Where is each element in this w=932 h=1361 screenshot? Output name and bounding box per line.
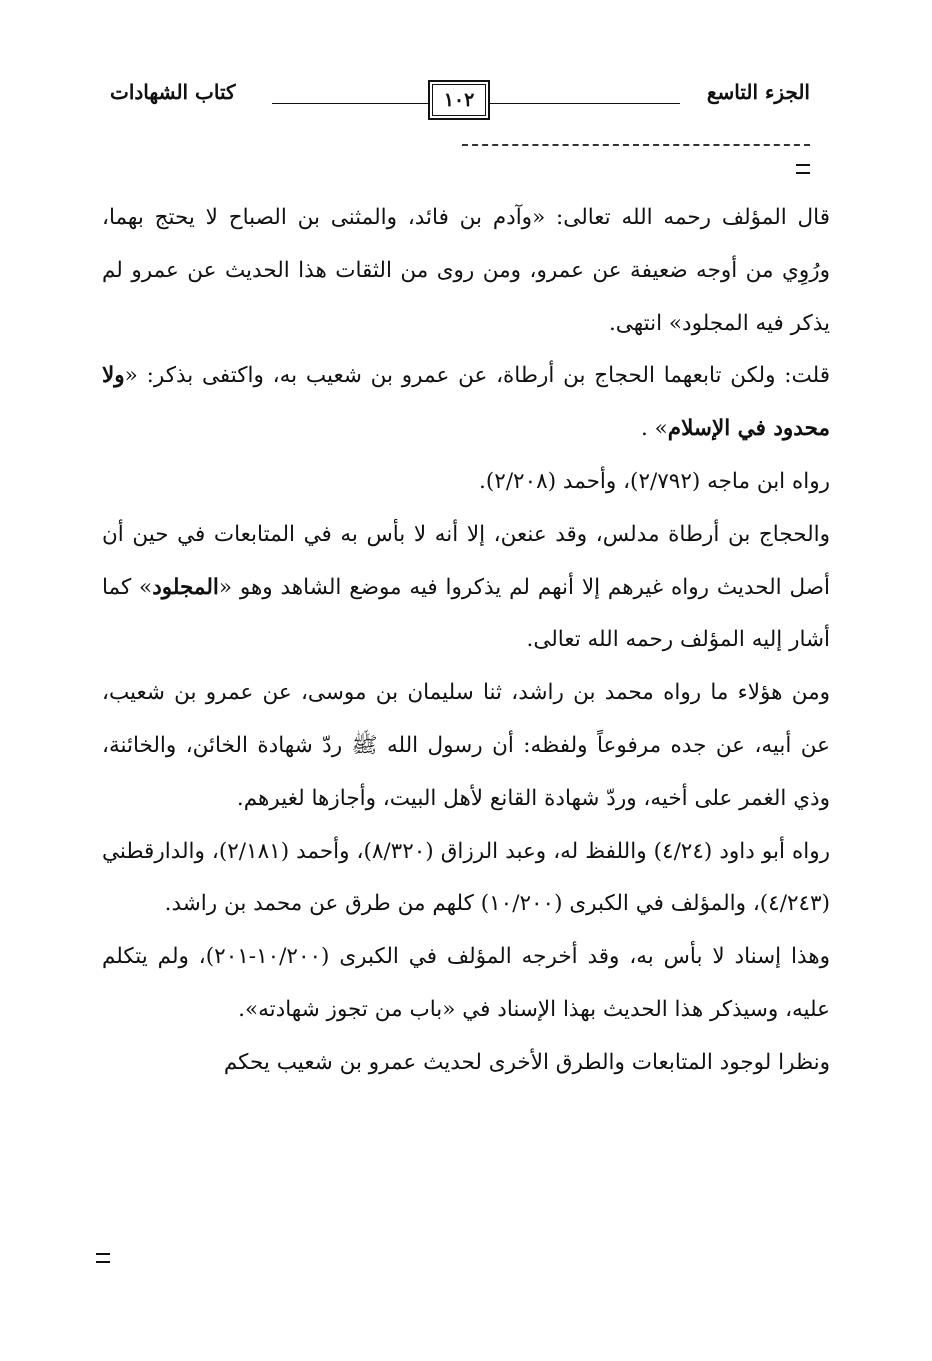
- citation: رواه ابن ماجه (٢/٧٩٢)، وأحمد (٢/٢٠٨).: [479, 468, 830, 494]
- quoted-phrase: ولا محدود في الإسلام: [102, 363, 830, 442]
- paragraph: ومن هؤلاء ما رواه محمد بن راشد، ثنا سليمان بن موسى، عن عمرو بن شعيب، عن أبيه، عن جده مرفوعاً ولفظه: أن رسول الله ﷺ ردّ شهادة الخائن، والخائنة، وذي الغمر على أخيه، وردّ شهادة القانع لأهل البيت، وأجازها لغيرهم.: [102, 680, 830, 811]
- paragraph: قال المؤلف رحمه الله تعالى: «وآدم بن فائد، والمثنى بن الصباح لا يحتج بهما، ورُوِي من أوجه ضعيفة عن عمرو، ومن روى من الثقات هذا الحديث عن عمرو لم يذكر فيه المجلود» انتهى.: [102, 205, 830, 336]
- header-line-right: [490, 103, 680, 104]
- running-header-volume: الجزء التاسع: [706, 80, 810, 104]
- continuation-mark-top: [796, 164, 810, 174]
- body-text: [102, 192, 830, 1090]
- citation: رواه أبو داود (٤/٢٤) واللفظ له، وعبد الرزاق (٨/٣٢٠)، وأحمد (٢/١٨١)، والدارقطني (٤/٢٤٣)، والمؤلف في الكبرى (١٠/٢٠٠) كلهم من طرق عن محمد بن راشد.: [102, 838, 830, 917]
- header-divider: [462, 144, 810, 146]
- quoted-phrase: المجلود: [152, 574, 219, 600]
- header-line-left: [272, 103, 428, 104]
- continuation-mark-bottom: [96, 1253, 110, 1263]
- paragraph: ونظرا لوجود المتابعات والطرق الأخرى لحديث عمرو بن شعيب يحكم: [223, 1049, 830, 1075]
- paragraph: وهذا إسناد لا بأس به، وقد أخرجه المؤلف في الكبرى (١٠/٢٠٠-٢٠١)، ولم يتكلم عليه، وسيذكر هذا الحديث بهذا الإسناد في «باب من تجوز شهادته».: [102, 944, 830, 1022]
- paragraph: قلت: ولكن تابعهما الحجاج بن أرطاة، عن عمرو بن شعيب به، واكتفى بذكر: «ولا محدود في الإسلام» .: [102, 363, 830, 442]
- page-number-box: [428, 80, 490, 120]
- paragraph: والحجاج بن أرطاة مدلس، وقد عنعن، إلا أنه لا بأس به في المتابعات في حين أن أصل الحديث رواه غيرهم إلا أنهم لم يذكروا فيه موضع الشاهد وهو «المجلود» كما أشار إليه المؤلف رحمه الله تعالى.: [102, 521, 830, 653]
- running-header-book: كتاب الشهادات: [110, 80, 236, 104]
- page-number: ١٠٢: [432, 84, 486, 116]
